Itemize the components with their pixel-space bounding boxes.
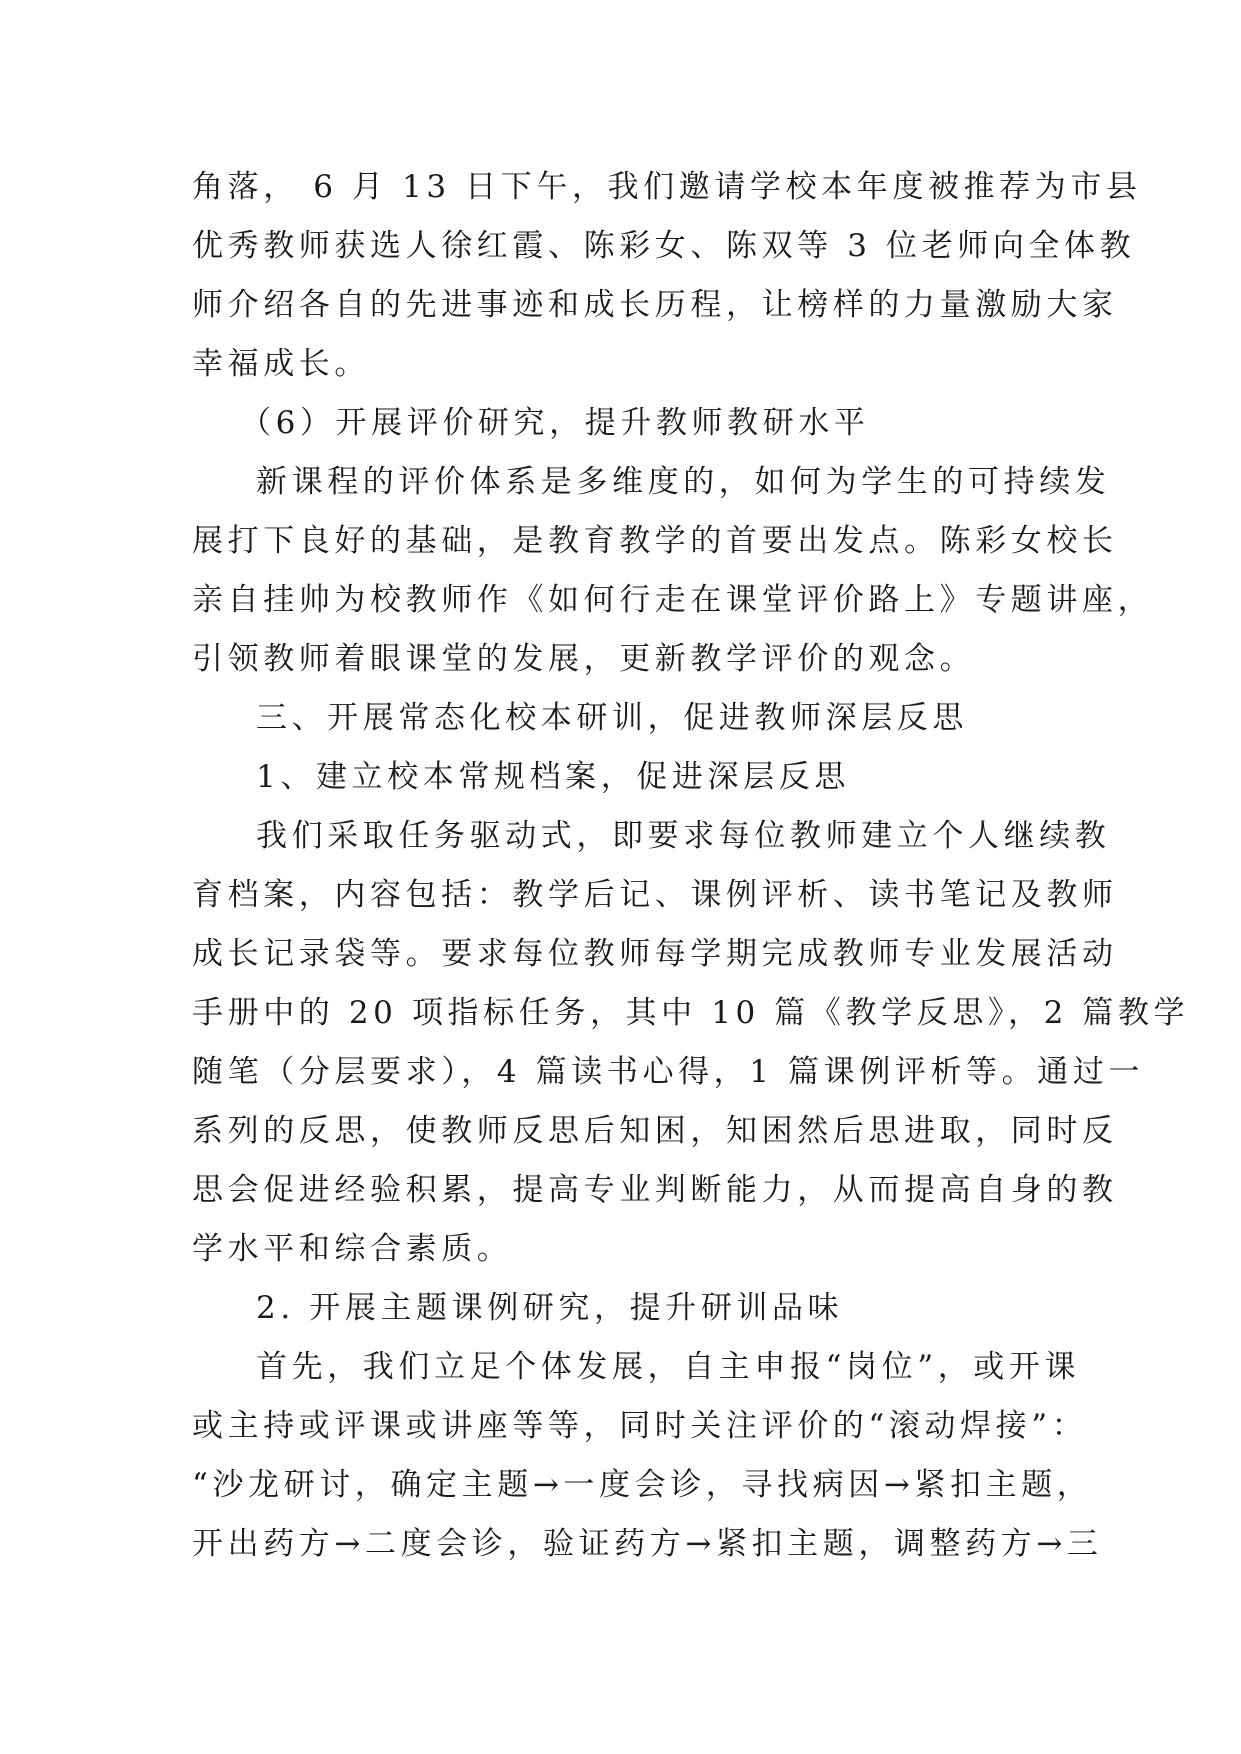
paragraph-line: 幸福成长。 bbox=[192, 346, 370, 382]
paragraph-line: 成长记录袋等。要求每位教师每学期完成教师专业发展活动 bbox=[192, 936, 1118, 972]
paragraph-line: 展打下良好的基础，是教育教学的首要出发点。陈彩女校长 bbox=[192, 523, 1118, 559]
paragraph-line: 开出药方→二度会诊，验证药方→紧扣主题，调整药方→三 bbox=[192, 1526, 1103, 1562]
paragraph-line: 育档案，内容包括：教学后记、课例评析、读书笔记及教师 bbox=[192, 877, 1118, 913]
paragraph-line: 思会促进经验积累，提高专业判断能力，从而提高自身的教 bbox=[192, 1172, 1118, 1208]
paragraph-line: “沙龙研讨，确定主题→一度会诊，寻找病因→紧扣主题， bbox=[192, 1467, 1093, 1503]
paragraph-line: 或主持或评课或讲座等等，同时关注评价的“滚动焊接”： bbox=[192, 1408, 1088, 1444]
body-text bbox=[192, 158, 1190, 1574]
paragraph-line: 角落， 6 月 13 日下午，我们邀请学校本年度被推荐为市县 bbox=[192, 169, 1142, 205]
paragraph-line: 亲自挂帅为校教师作《如何行走在课堂评价路上》专题讲座， bbox=[192, 582, 1154, 618]
paragraph-line: 随笔（分层要求），4 篇读书心得，1 篇课例评析等。通过一 bbox=[192, 1054, 1145, 1090]
paragraph-line: 学水平和综合素质。 bbox=[192, 1231, 513, 1267]
paragraph-line: 优秀教师获选人徐红霞、陈彩女、陈双等 3 位老师向全体教 bbox=[192, 228, 1136, 264]
paragraph-line: 系列的反思，使教师反思后知困，知困然后思进取，同时反 bbox=[192, 1113, 1118, 1149]
subsection-heading-2: 2. 开展主题课例研究，提升研训品味 bbox=[256, 1290, 844, 1326]
section-heading-3: 三、开展常态化校本研训，促进教师深层反思 bbox=[256, 700, 968, 736]
paragraph-line: 首先，我们立足个体发展，自主申报“岗位”，或开课 bbox=[256, 1349, 1081, 1385]
paragraph-line: 引领教师着眼课堂的发展，更新教学评价的观念。 bbox=[192, 641, 976, 677]
paragraph-line: 师介绍各自的先进事迹和成长历程，让榜样的力量激励大家 bbox=[192, 287, 1118, 323]
paragraph-line: 新课程的评价体系是多维度的，如何为学生的可持续发 bbox=[256, 464, 1111, 500]
paragraph-line: 我们采取任务驱动式，即要求每位教师建立个人继续教 bbox=[256, 818, 1111, 854]
section-heading-6: （6）开展评价研究，提升教师教研水平 bbox=[240, 405, 870, 441]
paragraph-line: 手册中的 20 项指标任务，其中 10 篇《教学反思》，2 篇教学 bbox=[192, 995, 1190, 1031]
subsection-heading-1: 1、建立校本常规档案，促进深层反思 bbox=[256, 759, 850, 795]
